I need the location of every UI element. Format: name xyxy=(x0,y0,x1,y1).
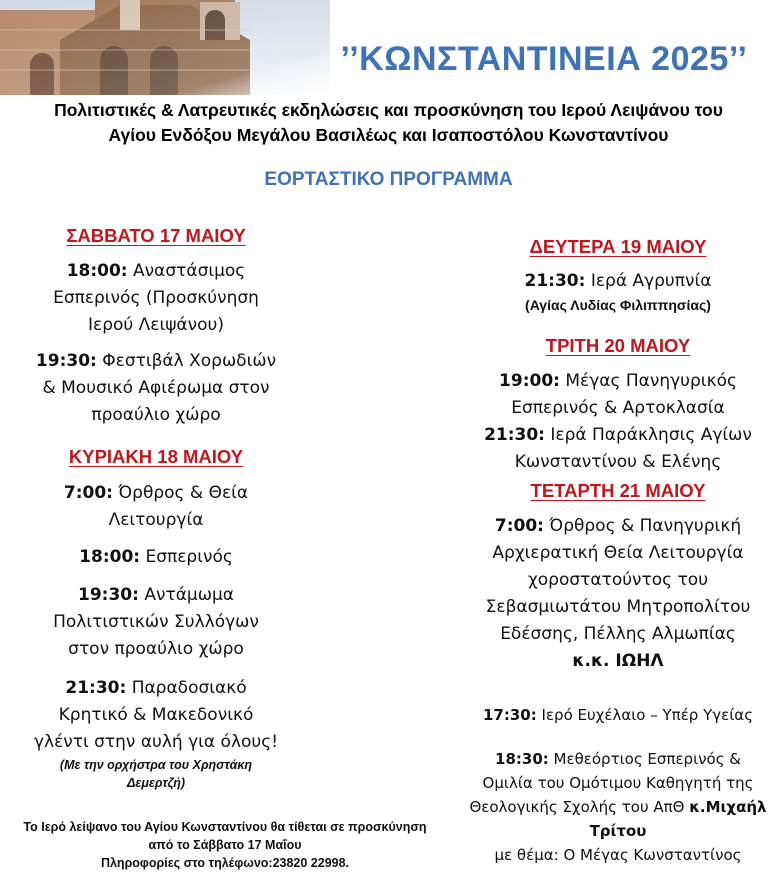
event-text: Ιερά Παράκλησις Αγίων xyxy=(550,425,752,445)
event-item xyxy=(466,702,770,729)
footer-line: Το Ιερό λείψανο του Αγίου Κωνσταντίνου θα τίθεται σε προσκύνηση xyxy=(23,820,427,834)
event-text: Όρθρος & Θεία xyxy=(118,483,249,503)
event-text: Παραδοσιακό xyxy=(131,678,247,698)
event-item xyxy=(466,422,770,476)
event-note: Δεμερτζή) xyxy=(126,776,186,790)
event-text: με θέμα: Ο Μέγας Κωνσταντίνος xyxy=(494,846,742,864)
event-text: Ιερού Λειψάνου) xyxy=(88,315,224,335)
event-item xyxy=(10,582,302,663)
event-note: (Αγίας Λυδίας Φιλιππησίας) xyxy=(525,297,711,313)
event-text: προαύλιο χώρο xyxy=(91,405,221,425)
church-photo xyxy=(0,0,330,95)
event-item xyxy=(466,513,770,675)
footer-info xyxy=(0,818,450,872)
event-text: γλέντι στην αυλή για όλους! xyxy=(33,732,279,752)
event-text: Θεολογικής Σχολής του ΑπΘ xyxy=(469,798,685,816)
event-time: 18:30: xyxy=(495,750,549,768)
event-text: Τρίτου xyxy=(589,822,647,840)
event-text: Εδέσσης, Πέλλης Αλμωπίας xyxy=(500,624,736,644)
event-item xyxy=(10,348,302,429)
subtitle-line: Πολιτιστικές & Λατρευτικές εκδηλώσεις και προσκύνηση του Ιερού Λειψάνου του xyxy=(54,100,723,120)
event-text: χοροστατούντος του xyxy=(527,570,709,590)
event-text: Αντάμωμα xyxy=(144,585,234,605)
event-time: 18:00: xyxy=(66,261,128,281)
event-text: Λειτουργία xyxy=(108,510,204,530)
day-heading-sunday xyxy=(10,443,302,470)
event-text: Αρχιερατική Θεία Λειτουργία xyxy=(492,543,744,563)
event-time: 21:30: xyxy=(524,271,586,291)
day-label: ΤΡΙΤΗ 20 ΜΑΙΟΥ xyxy=(545,335,691,356)
event-item xyxy=(466,268,770,315)
event-text: στον προαύλιο χώρο xyxy=(68,639,244,659)
event-time: 21:30: xyxy=(484,425,545,445)
day-heading-saturday xyxy=(10,222,302,249)
event-time: 19:30: xyxy=(35,351,97,371)
event-item xyxy=(10,544,302,571)
program-heading: ΕΟΡΤΑΣΤΙΚΟ ΠΡΟΓΡΑΜΜΑ xyxy=(264,169,513,190)
event-text: Ιερά Αγρυπνία xyxy=(590,271,712,291)
event-time: 21:30: xyxy=(65,678,127,698)
event-title: ’’ΚΩΝΣΤΑΝΤΙΝΕΙΑ 2025’’ xyxy=(340,40,748,78)
event-text: Κρητικό & Μακεδονικό xyxy=(58,705,254,725)
note-text: Με την ορχήστρα του Χρηστάκη xyxy=(64,758,253,772)
event-text: κ.κ. ΙΩΗΛ xyxy=(572,651,664,671)
event-text: Εσπερινός (Προσκύνηση xyxy=(53,288,259,308)
event-text: Ομιλία του Ομότιμου Καθηγητή της xyxy=(482,774,754,792)
event-item xyxy=(462,747,774,867)
footer-line: από το Σάββατο 17 Μαΐου xyxy=(148,838,302,852)
event-time: 7:00: xyxy=(494,516,544,536)
event-text: Ιερό Ευχέλαιο – Υπέρ Υγείας xyxy=(541,706,754,724)
footer-phone: Πληροφορίες στο τηλέφωνο:23820 22998. xyxy=(100,856,350,870)
event-time: 17:30: xyxy=(482,706,537,724)
event-text: Όρθρος & Πανηγυρική xyxy=(549,516,742,536)
event-text: & Μουσικό Αφιέρωμα στον xyxy=(42,378,270,398)
event-time: 19:00: xyxy=(499,371,560,391)
note-text: Δεμερτζή xyxy=(126,776,181,790)
event-item xyxy=(10,258,302,339)
event-text: Μέγας Πανηγυρικός xyxy=(565,371,737,391)
day-label: ΤΕΤΑΡΤΗ 21 ΜΑΙΟΥ xyxy=(530,480,706,501)
subtitle-line: Αγίου Ενδόξου Μεγάλου Βασιλέως και Ισαποστόλου Κωνσταντίνου xyxy=(108,125,669,145)
event-text: Κωνσταντίνου & Ελένης xyxy=(514,452,722,472)
day-label: ΔΕΥΤΕΡΑ 19 ΜΑΙΟΥ xyxy=(529,236,707,257)
event-text: Φεστιβάλ Χορωδιών xyxy=(102,351,277,371)
event-subtitle xyxy=(0,98,777,148)
event-text: Πολιτιστικών Συλλόγων xyxy=(53,612,259,632)
event-text: Εσπερινός xyxy=(145,547,233,567)
event-time: 7:00: xyxy=(63,483,113,503)
event-time: 18:00: xyxy=(79,547,141,567)
event-text: Αναστάσιμος xyxy=(133,261,246,281)
event-text: Εσπερινός & Αρτοκλασία xyxy=(511,398,725,418)
speaker-name: κ.Μιχαήλ xyxy=(689,798,767,816)
day-heading-tuesday xyxy=(466,332,770,359)
event-item xyxy=(466,368,770,422)
event-item xyxy=(10,480,302,534)
event-text: Σεβασμιωτάτου Μητροπολίτου xyxy=(485,597,751,617)
day-label: ΚΥΡΙΑΚΗ 18 ΜΑΙΟΥ xyxy=(68,446,244,467)
event-text: Μεθεόρτιος Εσπερινός & xyxy=(553,750,741,768)
event-item xyxy=(10,675,302,792)
day-heading-wednesday xyxy=(466,477,770,504)
day-heading-monday xyxy=(466,233,770,260)
event-note: (Με την ορχήστρα του Χρηστάκη xyxy=(59,758,253,772)
event-time: 19:30: xyxy=(78,585,139,605)
day-label: ΣΑΒΒΑΤΟ 17 ΜΑΙΟΥ xyxy=(66,225,246,246)
